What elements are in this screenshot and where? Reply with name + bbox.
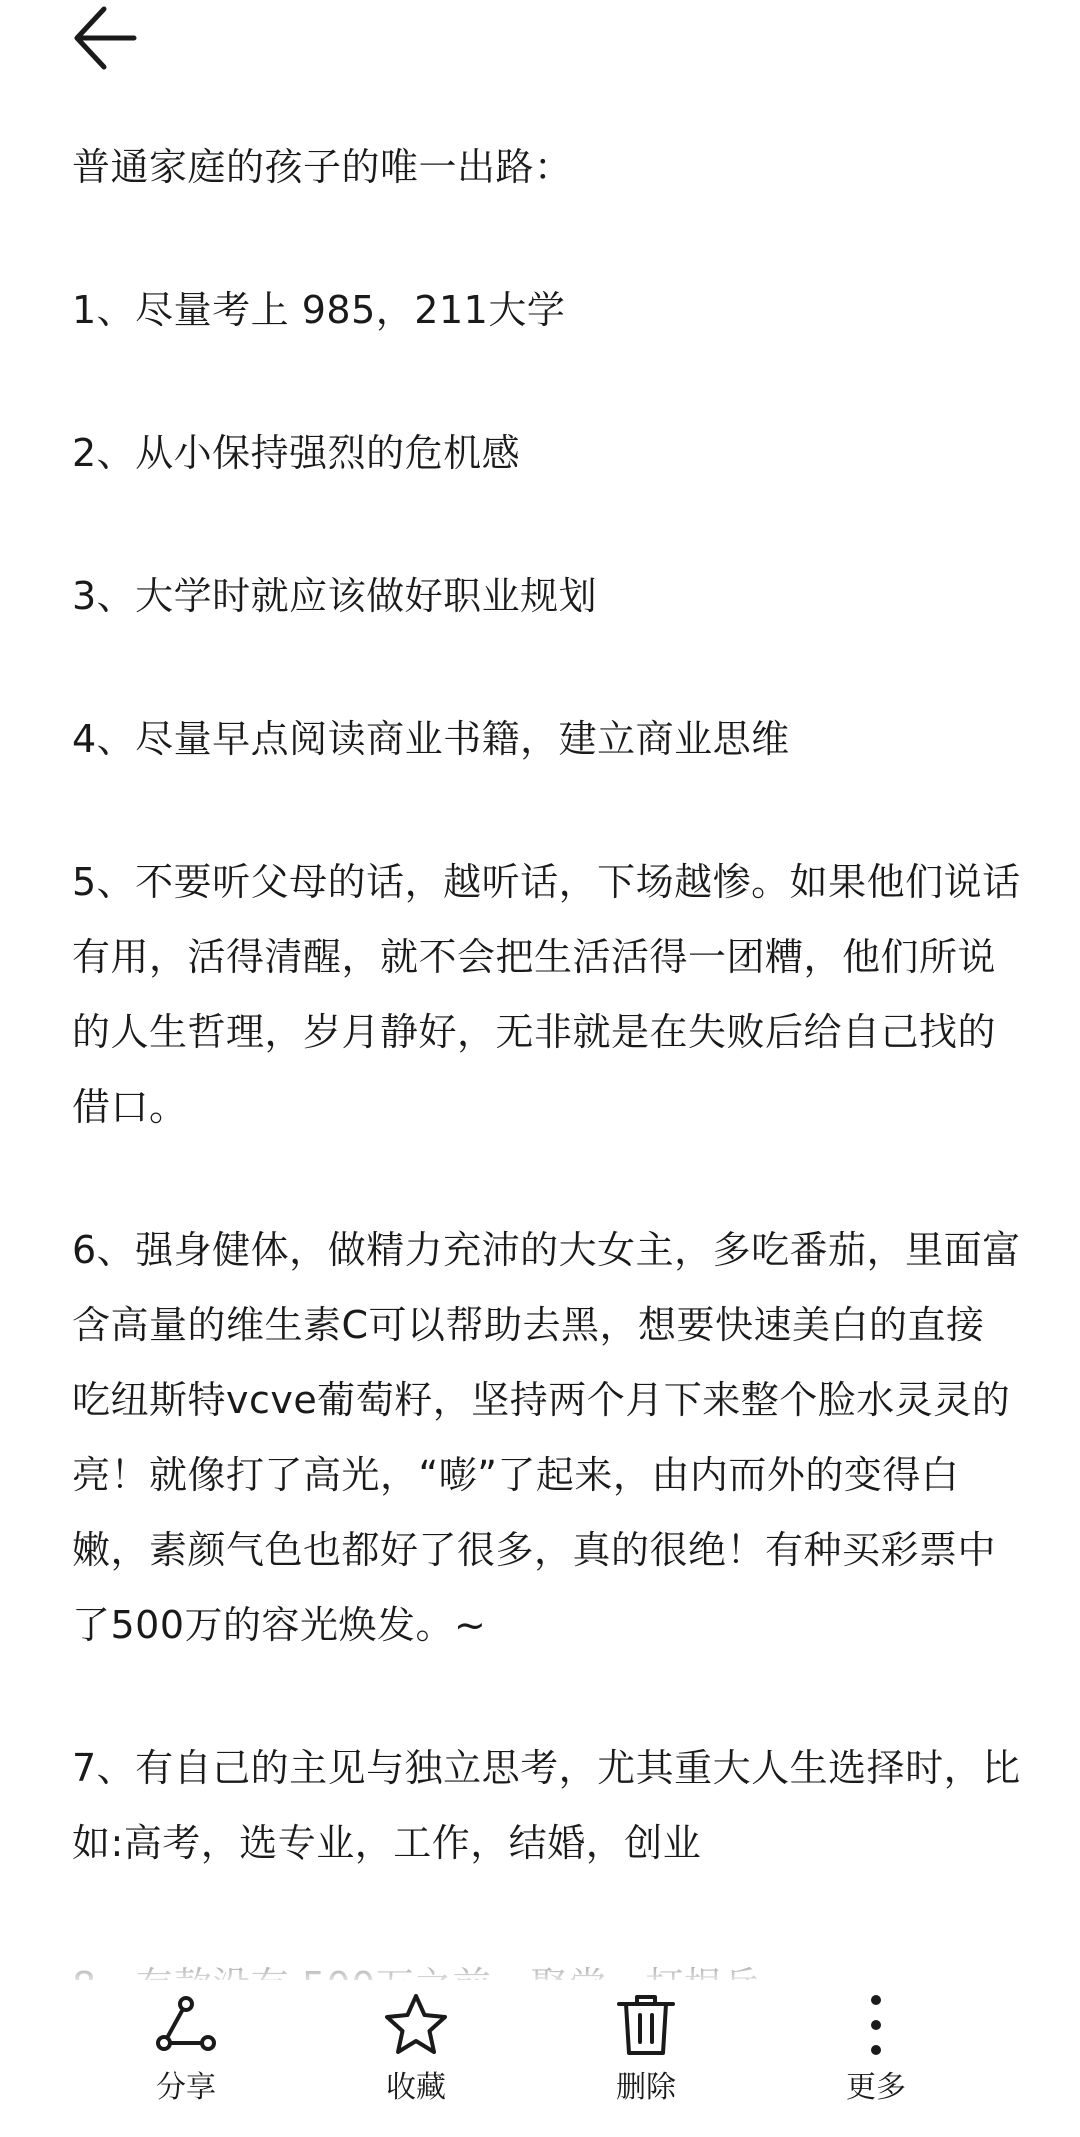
- more-vertical-icon: [841, 1990, 911, 2060]
- note-paragraph-4: 4、尽量早点阅读商业书籍，建立商业思维: [72, 717, 790, 761]
- share-icon: [151, 1990, 221, 2060]
- note-paragraph-6: 6、强身健体，做精力充沛的大女主，多吃番茄，里面富含高量的维生素C可以帮助去黑，想要快速美白的直接吃纽斯特vcve葡萄籽，坚持两个月下来整个脸水灵灵的亮！就像打了高光，“嘭”了起来，由内而外的变得白嫩，素颜气色也都好了很多，真的很绝！有种买彩票中了500万的容光焕发。~: [72, 1228, 1021, 1647]
- note-paragraph-1: 1、尽量考上 985，211大学: [72, 288, 566, 332]
- more-label: 更多: [846, 2070, 906, 2105]
- note-paragraph-7: 7、有自己的主见与独立思考，尤其重大人生选择时，比如:高考，选专业，工作，结婚，创业: [72, 1746, 1021, 1865]
- favorite-button[interactable]: [346, 1990, 486, 2120]
- more-button[interactable]: [806, 1990, 946, 2120]
- bottom-toolbar: [0, 1980, 1080, 2137]
- note-title: 普通家庭的孩子的唯一出路：: [72, 145, 573, 189]
- note-paragraph-3: 3、大学时就应该做好职业规划: [72, 574, 598, 618]
- note-paragraph-5: 5、不要听父母的话，越听话，下场越惨。如果他们说话有用，活得清醒，就不会把生活活得一团糟，他们所说的人生哲理，岁月静好，无非就是在失败后给自己找的借口。: [72, 860, 1021, 1129]
- share-label: 分享: [156, 2070, 216, 2105]
- back-button[interactable]: [66, 0, 176, 80]
- note-content[interactable]: [72, 130, 1022, 1980]
- star-icon: [381, 1990, 451, 2060]
- note-paragraph-2: 2、从小保持强烈的危机感: [72, 431, 521, 475]
- arrow-left-icon: [66, 0, 176, 80]
- favorite-label: 收藏: [386, 2070, 446, 2105]
- share-button[interactable]: [116, 1990, 256, 2120]
- delete-button[interactable]: [576, 1990, 716, 2120]
- trash-icon: [611, 1990, 681, 2060]
- delete-label: 删除: [616, 2070, 676, 2105]
